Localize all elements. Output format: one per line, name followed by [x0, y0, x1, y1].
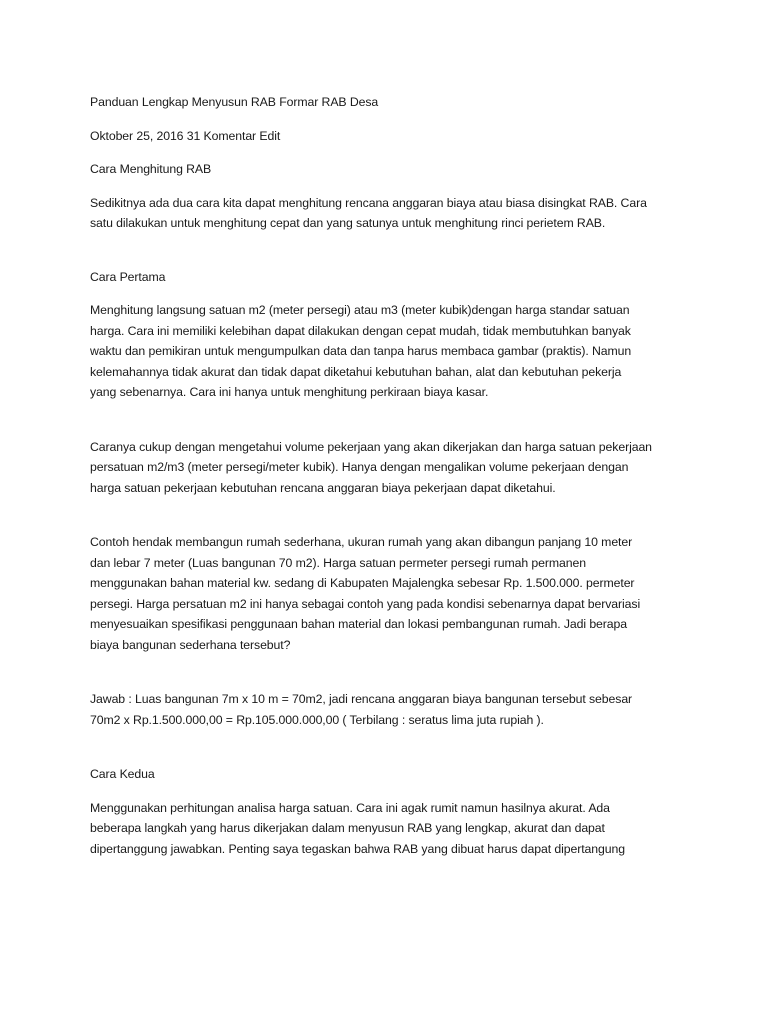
- paragraph-cara-kedua: Menggunakan perhitungan analisa harga satuan. Cara ini agak rumit namun hasilnya akurat. Ada beberapa langkah yang harus dikerjakan dalam menyusun RAB yang lengkap, akurat dan dapat dipertanggung jawabkan. Penting saya tegaskan bahwa RAB yang dibuat harus dapat dipertangung: [90, 800, 625, 856]
- section-heading-cara-pertama: Cara Pertama: [90, 269, 166, 284]
- paragraph-cara-pertama: Menghitung langsung satuan m2 (meter persegi) atau m3 (meter kubik)dengan harga standar satuan harga. Cara ini memiliki kelebihan dapat dilakukan dengan cepat mudah, tidak membutuhkan banyak waktu dan pemikiran untuk mengumpulkan data dan tanpa harus membaca gambar (praktis). Namun kelemahannya tidak akurat dan tidak dapat diketahui kebutuhan bahan, alat dan kebutuhan pekerja yang sebenarnya. Cara ini hanya untuk menghitung perkiraan biaya kasar.: [90, 303, 632, 399]
- post-meta: Oktober 25, 2016 31 Komentar Edit: [90, 128, 281, 143]
- paragraph-jawab: Jawab : Luas bangunan 7m x 10 m = 70m2, jadi rencana anggaran biaya bangunan tersebut sebesar 70m2 x Rp.1.500.000,00 = Rp.105.000.000,00 ( Terbilang : seratus lima juta rupiah ).: [90, 692, 633, 727]
- section-heading-rab: Cara Menghitung RAB: [90, 162, 212, 176]
- paragraph-caranya: Caranya cukup dengan mengetahui volume pekerjaan yang akan dikerjakan dan harga satuan pekerjaan persatuan m2/m3 (meter persegi/meter kubik). Hanya dengan mengalikan volume pekerjaan dengan harga satuan pekerjaan kebutuhan rencana anggaran biaya pekerjaan dapat diketahui.: [90, 439, 652, 495]
- paragraph-contoh: Contoh hendak membangun rumah sederhana, ukuran rumah yang akan dibangun panjang 10 meter dan lebar 7 meter (Luas bangunan 70 m2). Harga satuan permeter persegi rumah permanen menggunakan bahan material kw. sedang di Kabupaten Majalengka sebesar Rp. 1.500.000. permeter persegi. Harga persatuan m2 ini hanya sebagai contoh yang pada kondisi sebenarnya dapat bervariasi menyesuaikan spesifikasi penggunaan bahan material dan lokasi pembangunan rumah. Jadi berapa biaya bangunan sederhana tersebut?: [90, 535, 641, 652]
- document-page: [90, 92, 670, 859]
- intro-paragraph: Sedikitnya ada dua cara kita dapat menghitung rencana anggaran biaya atau biasa disingkat RAB. Cara satu dilakukan untuk menghitung cepat dan yang satunya untuk menghitung rinci perietem RAB.: [90, 195, 647, 230]
- section-heading-cara-kedua: Cara Kedua: [90, 767, 155, 781]
- document-title: Panduan Lengkap Menyusun RAB Formar RAB Desa: [90, 95, 379, 109]
